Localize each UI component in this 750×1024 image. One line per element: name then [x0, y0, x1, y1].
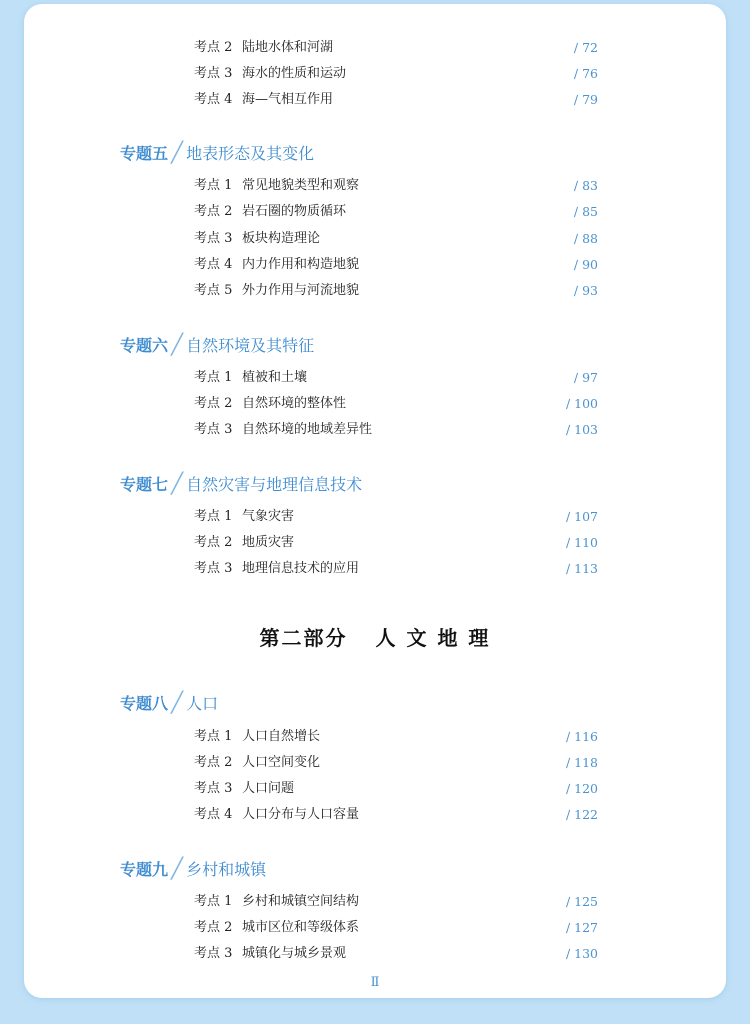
entry-page-number: ∕ 85 — [573, 204, 598, 219]
entry-page-number: ∕ 127 — [565, 920, 598, 935]
part-title: 人 文 地 理 — [375, 626, 491, 650]
toc-entry[interactable] — [194, 367, 598, 389]
slash-divider: ╱ — [171, 856, 184, 880]
toc-entry[interactable] — [194, 506, 598, 528]
entry-point-label: 考点 4 — [194, 92, 233, 107]
entry-title: 城镇化与城乡景观 — [242, 946, 347, 961]
entry-point-label: 考点 4 — [194, 807, 233, 822]
section-number: 专题七 — [120, 475, 169, 494]
toc-entry[interactable] — [194, 943, 598, 965]
entry-title: 人口空间变化 — [242, 755, 321, 770]
part-number: 第二部分 — [259, 626, 348, 650]
toc-entry[interactable] — [194, 778, 598, 800]
entry-point-label: 考点 1 — [194, 370, 233, 385]
part-heading — [0, 622, 750, 651]
entry-point-label: 考点 1 — [194, 894, 233, 909]
toc-entry[interactable] — [194, 419, 598, 441]
section-title: 人口 — [186, 694, 219, 713]
entry-page-number: ∕ 130 — [565, 946, 598, 961]
entry-page-number: ∕ 113 — [565, 561, 598, 576]
toc-entry[interactable] — [194, 558, 598, 580]
section-number: 专题八 — [120, 694, 169, 713]
entry-page-number: ∕ 107 — [565, 509, 598, 524]
section-heading[interactable] — [120, 469, 362, 497]
entry-title: 人口分布与人口容量 — [242, 807, 360, 822]
entry-point-label: 考点 2 — [194, 40, 233, 55]
section-title: 地表形态及其变化 — [186, 144, 315, 163]
entry-page-number: ∕ 122 — [565, 807, 598, 822]
toc-entry[interactable] — [194, 201, 598, 223]
entry-point-label: 考点 1 — [194, 178, 233, 193]
section-title: 自然灾害与地理信息技术 — [186, 475, 363, 494]
entry-point-label: 考点 3 — [194, 781, 233, 796]
entry-title: 海水的性质和运动 — [242, 66, 347, 81]
section-title: 乡村和城镇 — [186, 860, 267, 879]
toc-entry[interactable] — [194, 280, 598, 302]
entry-title: 植被和土壤 — [242, 370, 308, 385]
entry-page-number: ∕ 88 — [573, 231, 598, 246]
slash-divider: ╱ — [171, 332, 184, 356]
entry-title: 自然环境的整体性 — [242, 396, 347, 411]
entry-page-number: ∕ 79 — [573, 92, 598, 107]
entry-page-number: ∕ 103 — [565, 422, 598, 437]
entry-point-label: 考点 5 — [194, 283, 233, 298]
entry-page-number: ∕ 76 — [573, 66, 598, 81]
section-number: 专题六 — [120, 336, 169, 355]
entry-title: 岩石圈的物质循环 — [242, 204, 347, 219]
section-heading[interactable] — [120, 330, 314, 358]
slash-divider: ╱ — [171, 690, 184, 714]
entry-point-label: 考点 2 — [194, 396, 233, 411]
entry-page-number: ∕ 72 — [573, 40, 598, 55]
entry-point-label: 考点 1 — [194, 729, 233, 744]
entry-point-label: 考点 2 — [194, 535, 233, 550]
section-number: 专题五 — [120, 144, 169, 163]
entry-title: 人口问题 — [242, 781, 295, 796]
slash-divider: ╱ — [171, 140, 184, 164]
entry-point-label: 考点 2 — [194, 204, 233, 219]
toc-entry[interactable] — [194, 393, 598, 415]
entry-title: 外力作用与河流地貌 — [242, 283, 360, 298]
section-heading[interactable] — [120, 138, 314, 166]
entry-title: 板块构造理论 — [242, 231, 321, 246]
entry-page-number: ∕ 116 — [565, 729, 598, 744]
entry-title: 内力作用和构造地貌 — [242, 257, 360, 272]
toc-entry[interactable] — [194, 804, 598, 826]
toc-entry[interactable] — [194, 175, 598, 197]
entry-point-label: 考点 2 — [194, 920, 233, 935]
entry-point-label: 考点 3 — [194, 231, 233, 246]
entry-point-label: 考点 3 — [194, 946, 233, 961]
entry-point-label: 考点 2 — [194, 755, 233, 770]
entry-title: 人口自然增长 — [242, 729, 321, 744]
entry-page-number: ∕ 120 — [565, 781, 598, 796]
entry-page-number: ∕ 125 — [565, 894, 598, 909]
entry-point-label: 考点 3 — [194, 66, 233, 81]
entry-point-label: 考点 4 — [194, 257, 233, 272]
slash-divider: ╱ — [171, 471, 184, 495]
entry-page-number: ∕ 110 — [565, 535, 598, 550]
entry-title: 陆地水体和河湖 — [242, 40, 334, 55]
entry-point-label: 考点 3 — [194, 422, 233, 437]
section-number: 专题九 — [120, 860, 169, 879]
section-heading[interactable] — [120, 854, 266, 882]
toc-entry[interactable] — [194, 532, 598, 554]
entry-title: 乡村和城镇空间结构 — [242, 894, 360, 909]
entry-title: 城市区位和等级体系 — [242, 920, 360, 935]
entry-title: 地质灾害 — [242, 535, 295, 550]
toc-entry[interactable] — [194, 891, 598, 913]
page-folio: Ⅱ — [370, 975, 380, 990]
entry-page-number: ∕ 100 — [565, 396, 598, 411]
entry-page-number: ∕ 83 — [573, 178, 598, 193]
entry-page-number: ∕ 90 — [573, 257, 598, 272]
entry-point-label: 考点 3 — [194, 561, 233, 576]
toc-entry[interactable] — [194, 37, 598, 59]
entry-title: 海—气相互作用 — [242, 92, 334, 107]
toc-entry[interactable] — [194, 726, 598, 748]
entry-title: 常见地貌类型和观察 — [242, 178, 360, 193]
entry-title: 气象灾害 — [242, 509, 295, 524]
entry-title: 自然环境的地域差异性 — [242, 422, 373, 437]
entry-point-label: 考点 1 — [194, 509, 233, 524]
toc-entry[interactable] — [194, 63, 598, 85]
entry-title: 地理信息技术的应用 — [242, 561, 360, 576]
toc-entry[interactable] — [194, 254, 598, 276]
toc-entry[interactable] — [194, 228, 598, 250]
toc-entry[interactable] — [194, 89, 598, 111]
section-heading[interactable] — [120, 688, 218, 716]
entry-page-number: ∕ 97 — [573, 370, 598, 385]
entry-page-number: ∕ 118 — [565, 755, 598, 770]
toc-entry[interactable] — [194, 917, 598, 939]
section-title: 自然环境及其特征 — [186, 336, 315, 355]
entry-page-number: ∕ 93 — [573, 283, 598, 298]
toc-entry[interactable] — [194, 752, 598, 774]
